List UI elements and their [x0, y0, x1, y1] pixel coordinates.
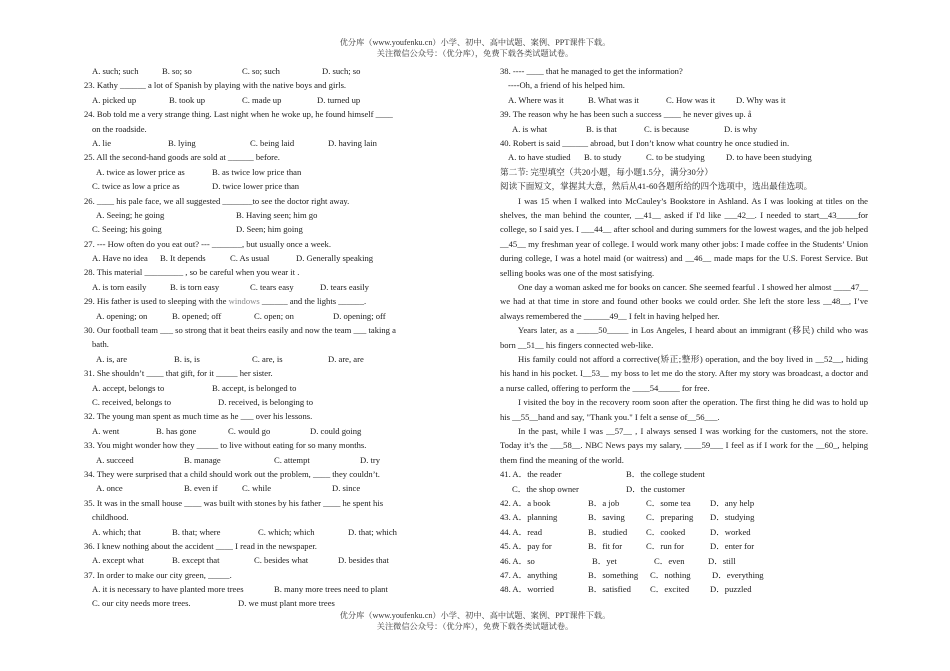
option: C. which; which: [258, 526, 315, 537]
option: 44. A．read: [500, 526, 543, 537]
option: A. accept, belongs to: [92, 382, 165, 393]
option: 42. A．a book: [500, 498, 551, 509]
option: D. could going: [310, 425, 362, 436]
option: C. are, is: [252, 353, 283, 364]
passage-paragraph-2: One day a woman asked me for books on cancer. She seemed fearful . I showed her almost ____47__ we had at that time in store and found other books we could order. She left the store less __48__, I’ve always remembered the ______49__ I felt in having helped her.: [500, 281, 868, 321]
right-column: [500, 64, 868, 597]
q41-options-1: [500, 467, 868, 481]
question-38: 38. ---- ____ that he managed to get the information?: [500, 66, 683, 76]
option: B. has gone: [156, 425, 197, 436]
option: A. Have no idea: [92, 253, 148, 264]
option: 43. A．planning: [500, 512, 558, 523]
option: B．saving: [588, 512, 625, 523]
question-30-cont: bath.: [92, 339, 109, 350]
option: C．nothing: [650, 569, 691, 580]
option: B. It depends: [160, 253, 206, 264]
option: B．satisfied: [588, 584, 631, 595]
q33-options: [84, 453, 449, 467]
q27-options: [84, 251, 449, 265]
option: D. Why was it: [736, 94, 786, 105]
option: B. that; where: [172, 526, 221, 537]
option: C. As usual: [230, 253, 270, 264]
q23-options: [84, 93, 449, 107]
option: A. is what: [512, 123, 548, 134]
option: 41. A．the reader: [500, 469, 562, 480]
option: A. it is necessary to have planted more trees: [92, 584, 244, 595]
question-23: 23. Kathy ______ a lot of Spanish by playing with the native boys and girls.: [84, 80, 347, 91]
q36-options: [84, 553, 449, 567]
footer-line-2: 关注微信公众号：（优分库），免费下载各类试题试卷。: [376, 622, 574, 631]
question-40: 40. Robert is said ______ abroad, but I don’t know what country he once studied in.: [500, 137, 790, 148]
option: C. open; on: [254, 310, 294, 321]
question-37: 37. In order to make our city green, _____.: [84, 569, 232, 580]
option: B. lying: [168, 137, 196, 148]
question-26: 26. ____ his pale face, we all suggested _______to see the doctor right away.: [84, 195, 350, 206]
option: D．enter for: [710, 541, 755, 552]
option: C．the shop owner: [512, 483, 579, 494]
q31-options-2: [84, 395, 449, 409]
option: A. except what: [92, 555, 144, 566]
option: C. being laid: [250, 137, 295, 148]
option: D. opening; off: [333, 310, 386, 321]
option: D. that; which: [348, 526, 397, 537]
option: A. succeed: [96, 454, 134, 465]
option: A. is, are: [96, 353, 128, 364]
option: B. manage: [184, 454, 221, 465]
option: D. try: [360, 454, 381, 465]
option: C. attempt: [274, 454, 310, 465]
q25-options-2: [84, 179, 449, 193]
option: C．preparing: [646, 512, 694, 523]
left-column: [84, 64, 449, 611]
q29-text-gray: windows: [228, 296, 260, 307]
q45-options: [500, 539, 868, 553]
q29-options: [84, 309, 449, 323]
q43-options: [500, 510, 868, 524]
option: A. went: [92, 425, 120, 436]
q34-options: [84, 481, 449, 495]
section-heading: 第二节: 完型填空（共20小题，每小题1.5分，满分30分）: [500, 166, 713, 177]
option: D. Seen; him going: [236, 224, 303, 235]
option: B. to study: [584, 152, 622, 163]
option: C．cooked: [646, 526, 686, 537]
option: B．a job: [588, 498, 620, 509]
page-header: [0, 37, 950, 59]
option: D．still: [708, 555, 736, 566]
q48-options: [500, 582, 868, 596]
option: D. such; so: [322, 66, 361, 76]
question-34: 34. They were surprised that a child should work out the problem, ____ they couldn’t.: [84, 468, 380, 479]
q28-options: [84, 280, 449, 294]
option: D．any help: [710, 498, 755, 509]
option: C. made up: [242, 94, 282, 105]
question-33: 33. You might wonder how they _____ to live without eating for so many months.: [84, 440, 367, 451]
option: B. is that: [586, 123, 617, 134]
question-36: 36. I knew nothing about the accident ____ I read in the newspaper.: [84, 540, 317, 551]
q29-text-a: 29. His father is used to sleeping with the: [84, 296, 229, 307]
question-32: 32. The young man spent as much time as he ___ over his lessons.: [84, 411, 313, 422]
option: D. to have been studying: [726, 152, 812, 163]
option: C. tears easy: [250, 281, 294, 292]
option: A. picked up: [92, 94, 137, 105]
option: A. to have studied: [508, 152, 571, 163]
option: C. Seeing; his going: [92, 224, 162, 235]
option: C．run for: [646, 541, 684, 552]
option: C．excited: [650, 584, 690, 595]
option: D. turned up: [317, 94, 361, 105]
q29-text-b: ______ and the lights ______.: [259, 296, 367, 307]
option: D. are, are: [328, 353, 364, 364]
option: B. so; so: [162, 66, 192, 76]
option: C. to be studying: [646, 152, 705, 163]
page-footer: [0, 610, 950, 632]
question-39: 39. The reason why he has been such a success ____ he never gives up. å: [500, 109, 752, 120]
option: C．some tea: [646, 498, 691, 509]
question-24-cont: on the roadside.: [92, 123, 147, 134]
question-38-reply: ----Oh, a friend of his helped him.: [508, 80, 625, 91]
passage-paragraph-1: I was 15 when I walked into McCauley’s Bookstore in Ashland. As I was looking at titles on the shelves, the man behind the counter, __41__ asked if I'd like ___42__. I needed to start__43_____for college, so I said yes. I ___44__ after school and during summers for the lowest wages, and the job helped __45__ my freshman year of college. I would work many other jobs: I made coffee in the Students’ Union during college, I was a hotel maid (or waitress) and __46__ made maps for the U.S. Forest Service. But selling books was one of the most satisfying.: [500, 195, 868, 278]
option: 48. A．worried: [500, 584, 554, 595]
q42-options: [500, 496, 868, 510]
question-30: 30. Our football team ___ so strong that it beat theirs easily and now the team ___ taking a: [84, 325, 396, 336]
q26-options-2: [84, 222, 449, 236]
option: D. since: [332, 483, 361, 494]
option: A. once: [96, 483, 123, 494]
option: 46. A．so: [500, 555, 535, 566]
q44-options: [500, 525, 868, 539]
q39-options: [500, 122, 868, 136]
option: B. Having seen; him go: [236, 209, 318, 220]
option: D．puzzled: [710, 584, 752, 595]
passage-paragraph-3: Years later, as a _____50_____ in Los Angeles, I heard about an immigrant (移民) child who was born __51__ his fingers connected web-like.: [500, 325, 868, 350]
option: C. besides what: [254, 555, 309, 566]
option: D. besides that: [338, 555, 389, 566]
option: B．fit for: [588, 541, 623, 552]
option: 47. A．anything: [500, 569, 558, 580]
option: D．everything: [712, 569, 764, 580]
option: D. tears easily: [320, 281, 369, 292]
option: A. such; such: [92, 66, 139, 76]
option: A. which; that: [92, 526, 141, 537]
q31-options-1: [84, 381, 449, 395]
option: B．yet: [592, 555, 617, 566]
q30-options: [84, 352, 449, 366]
option: C．even: [654, 555, 685, 566]
option: D．worked: [710, 526, 751, 537]
header-line-1: 优分库（www.youfenku.cn）小学、初中、高中试题、案例、PPT课件下载。: [339, 38, 611, 47]
q46-options: [500, 554, 868, 568]
option: B．something: [588, 569, 639, 580]
q24-options: [84, 136, 449, 150]
option: B. What was it: [588, 94, 639, 105]
option: C. is because: [644, 123, 690, 134]
q35-options: [84, 525, 449, 539]
option: A. opening; on: [96, 310, 148, 321]
header-line-2: 关注微信公众号：（优分库），免费下载各类试题试卷。: [376, 49, 574, 58]
option: C. so; such: [242, 66, 280, 76]
option: D．the customer: [626, 483, 685, 494]
option: A. Where was it: [508, 94, 564, 105]
option: B. is, is: [174, 353, 200, 364]
section-instruction: 阅读下面短文，掌握其大意，然后从41-60各题所给的四个选项中，选出最佳选项。: [500, 181, 813, 192]
option: D. Generally speaking: [296, 253, 374, 264]
option: A. is torn easily: [92, 281, 147, 292]
question-35: 35. It was in the small house ____ was built with stones by his father ____ he spent his: [84, 497, 384, 508]
option: B．studied: [588, 526, 628, 537]
option: B. opened; off: [172, 310, 222, 321]
question-24: 24. Bob told me a very strange thing. Last night when he woke up, he found himself ____: [84, 109, 393, 120]
question-27: 27. --- How often do you eat out? --- _______, but usually once a week.: [84, 238, 332, 249]
option: B. even if: [184, 483, 218, 494]
option: D. having lain: [328, 137, 377, 148]
question-31: 31. She shouldn’t ____ that gift, for it _____ her sister.: [84, 368, 273, 379]
q32-options: [84, 424, 449, 438]
option: B. accept, is belonged to: [212, 382, 297, 393]
option: C. while: [242, 483, 272, 494]
q40-options: [500, 150, 868, 164]
option: D. received, is belonging to: [218, 396, 313, 407]
option: A. twice as lower price as: [96, 166, 185, 177]
option: 45. A．pay for: [500, 541, 552, 552]
option: D. is why: [724, 123, 758, 134]
option: B．the college student: [626, 469, 705, 480]
option: C. How was it: [666, 94, 716, 105]
q47-options: [500, 568, 868, 582]
option: B. many more trees need to plant: [274, 584, 388, 595]
option: A. lie: [92, 137, 112, 148]
option: C. twice as low a price as: [92, 181, 180, 192]
q22-options: [84, 64, 449, 78]
option: C. would go: [228, 425, 271, 436]
q41-options-2: [500, 482, 868, 496]
option: A. Seeing; he going: [96, 209, 165, 220]
question-25: 25. All the second-hand goods are sold at ______ before.: [84, 152, 280, 163]
option: B. took up: [169, 94, 206, 105]
option: B. is torn easy: [170, 281, 220, 292]
passage-paragraph-6: In the past, while I was __57__ , I always sensed I was working for the customers, not the store. Today it’s the ___58__. NBC News pays my salary, ____59___ I feel as if I work for the __60_, helping them find the meaning of the world.: [500, 426, 868, 465]
q37-options-2: [84, 596, 449, 610]
option: C. received, belongs to: [92, 396, 171, 407]
question-28: 28. This material _________ , so be careful when you wear it .: [84, 267, 300, 278]
option: B. as twice low price than: [212, 166, 302, 177]
option: D. twice lower price than: [212, 181, 300, 192]
question-29: [84, 294, 449, 308]
option: D. we must plant more trees: [238, 598, 335, 609]
passage-paragraph-5: I visited the boy in the recovery room soon after the operation. The first thing he did was to hold up his __55__hand and say, "Thank you." I felt a sense of__56___.: [500, 397, 868, 422]
question-35-cont: childhood.: [92, 512, 129, 523]
option: C. our city needs more trees.: [92, 598, 191, 609]
passage-paragraph-4: His family could not afford a corrective(矫正;整形) operation, and the boy lived in __52__, hiding his hand in his pocket. I__53__ my boss to let me do the story. After my story was broadcast, a doctor and a nurse called, offering to perform the ____54_____ for free.: [500, 353, 868, 393]
q38-options: [500, 93, 868, 107]
option: B. except that: [172, 555, 220, 566]
option: D．studying: [710, 512, 755, 523]
q26-options-1: [84, 208, 449, 222]
q25-options-1: [84, 165, 449, 179]
q37-options-1: [84, 582, 449, 596]
footer-line-1: 优分库（www.youfenku.cn）小学、初中、高中试题、案例、PPT课件下载。: [339, 611, 611, 620]
